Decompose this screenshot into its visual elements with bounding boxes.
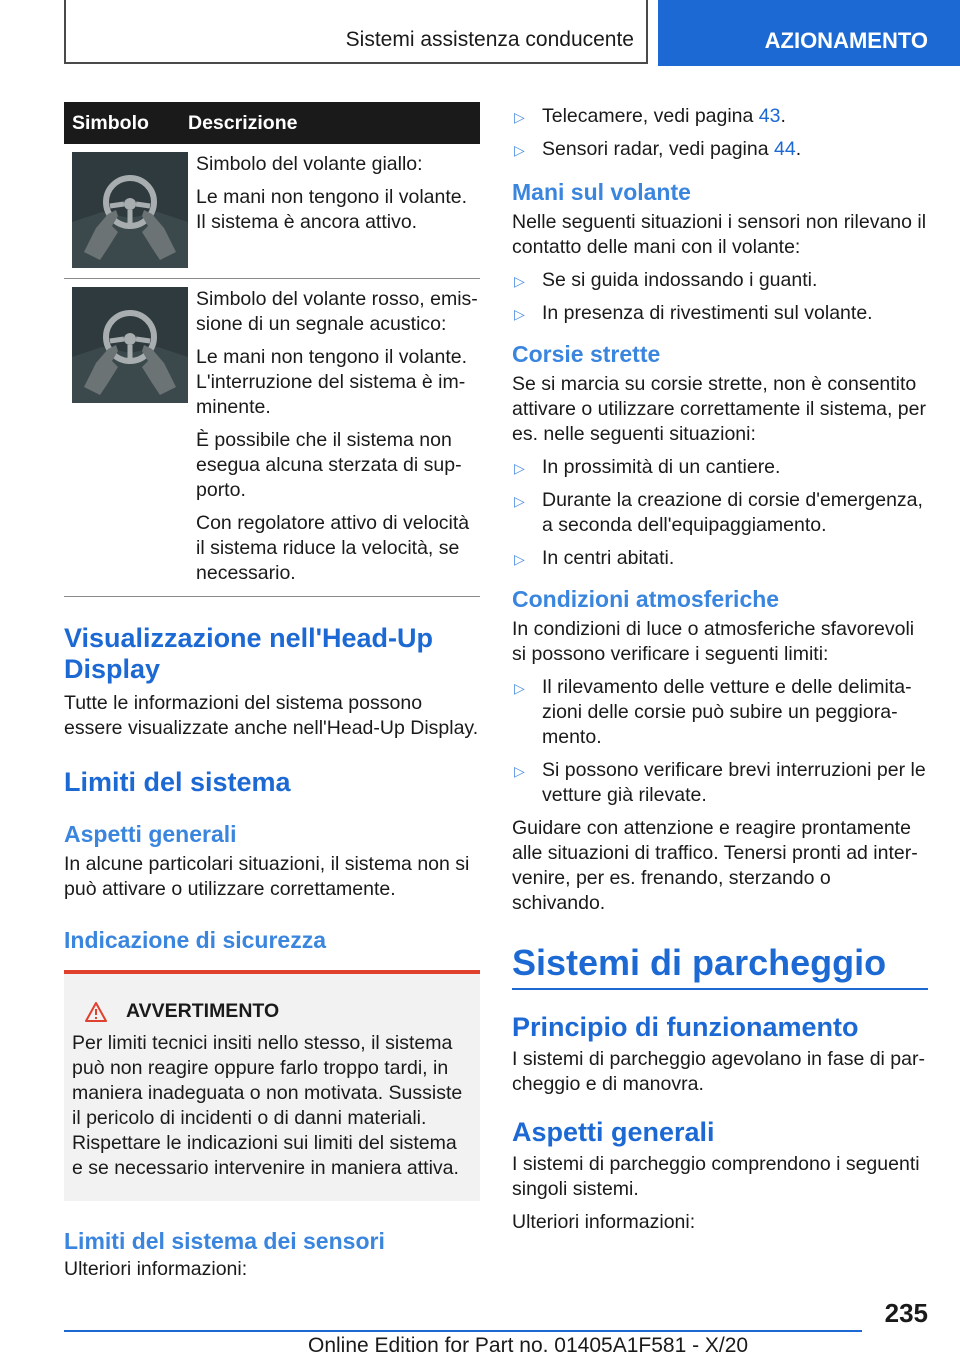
left-column [64, 102, 480, 1282]
list-item: ▷ In prossimità di un cantiere. [512, 455, 928, 480]
column-header-symbol: Simbolo [72, 111, 149, 134]
general2-heading: Aspetti generali [512, 1117, 715, 1147]
heading-rule [512, 988, 928, 990]
hud-text: Tutte le informazioni del sistema possono essere visualizzate anche nell'Head-Up Display. [64, 692, 479, 739]
header-section-box [64, 0, 648, 64]
section-title: Sistemi assistenza conducente [345, 28, 634, 51]
warning-title: AVVERTIMENTO [126, 1000, 280, 1022]
page-link-44[interactable]: 44 [773, 138, 796, 160]
bullet-icon: ▷ [514, 763, 525, 779]
safety-heading: Indicazione di sicurezza [64, 927, 327, 953]
lanes-heading: Corsie strette [512, 341, 661, 367]
list-item: ▷ Si possono verificare brevi interruzioni per le vetture già rilevate. [514, 759, 926, 806]
bullet-icon: ▷ [514, 109, 525, 125]
hands-text: Nelle seguenti situazioni i sensori non rilevano il contatto delle mani con il volante: [512, 211, 927, 258]
description-line: Le mani non tengono il volante. L'interruzione del sistema è imminente. [196, 346, 468, 418]
sensors-text: Ulteriori informazioni: [64, 1258, 248, 1280]
bullet-icon: ▷ [514, 306, 525, 322]
column-header-description: Descrizione [188, 111, 298, 134]
symbol-table-header [64, 102, 480, 144]
steering-wheel-hands-red-icon [72, 287, 188, 403]
general-text: In alcune particolari situazioni, il sistema non si può attivare o utilizzare correttamente. [64, 853, 470, 900]
sensors-heading: Limiti del sistema dei sensori [64, 1228, 385, 1254]
principle-heading: Principio di funzionamento [512, 1012, 859, 1042]
warning-text: Per limiti tecnici insiti nello stesso, il sistema può non reagire oppure farlo troppo tardi, in maniera inadeguata o non motivata. Sussiste il pericolo di incidenti o di danni materiali. Rispettare le indicazioni sui limiti del sistema e se necessario intervenire in maniera attiva. [72, 1032, 463, 1179]
warning-triangle-icon [84, 1001, 108, 1023]
warning-box [64, 970, 480, 1201]
list-item: ▷ In centri abitati. [512, 546, 928, 571]
principle-text: I sistemi di parcheggio agevolano in fase di parcheggio e di manovra. [512, 1048, 925, 1095]
page-number: 235 [884, 1298, 928, 1328]
right-column [512, 102, 928, 1235]
general-heading: Aspetti generali [64, 821, 237, 847]
list-item: ▷ Il rilevamento delle vetture e delle delimitazioni delle corsie può subire un peggioramento. [514, 676, 912, 748]
description-line: Simbolo del volante giallo: [196, 153, 423, 175]
chapter-title: AZIONAMENTO [764, 28, 928, 53]
bullet-icon: ▷ [514, 460, 525, 476]
page-link-43[interactable]: 43 [758, 105, 781, 127]
bullet-icon: ▷ [514, 142, 525, 158]
list-item: ▷ Sensori radar, vedi pagina 44. [512, 137, 928, 162]
table-row [64, 279, 480, 597]
bullet-icon: ▷ [514, 493, 525, 509]
footer-rule [64, 1330, 862, 1332]
bullet-icon: ▷ [514, 551, 525, 567]
lanes-text: Se si marcia su corsie strette, non è consentito attivare o utilizzare correttamente il sistema, per es. nelle seguenti situazioni: [512, 373, 926, 445]
list-item: ▷ In presenza di rivestimenti sul volante. [512, 301, 928, 326]
header-chapter-tab[interactable] [658, 0, 960, 66]
hands-heading: Mani sul volante [512, 179, 691, 205]
limits-heading: Limiti del sistema [64, 767, 291, 797]
bullet-icon: ▷ [514, 273, 525, 289]
edition-text: Online Edition for Part no. 01405A1F581 - X/20 [308, 1334, 749, 1357]
table-row [64, 144, 480, 279]
weather-text: In condizioni di luce o atmosferiche sfavorevoli si possono verificare i seguenti limiti: [512, 618, 915, 665]
hud-heading: Visualizzazione nell'Head-Up Display [64, 623, 434, 684]
steering-wheel-hands-yellow-icon [72, 152, 188, 268]
list-item: ▷ Durante la creazione di corsie d'emergenza, a seconda dell'equipaggiamento. [514, 489, 923, 536]
description-line: Le mani non tengono il volante. Il sistema è ancora attivo. [196, 186, 468, 233]
bullet-icon: ▷ [514, 680, 525, 696]
list-item: ▷ Se si guida indossando i guanti. [512, 268, 928, 293]
description-line: Con regolatore attivo di velocità il sistema riduce la velocità, se necessario. [196, 512, 470, 584]
description-line: È possibile che il sistema non esegua alcuna sterzata di supporto. [196, 429, 462, 501]
more-info-text: Ulteriori informazioni: [512, 1211, 696, 1233]
description-line: Simbolo del volante rosso, emissione di un segnale acustico: [196, 288, 478, 335]
general2-text: I sistemi di parcheggio comprendono i seguenti singoli sistemi. [512, 1153, 920, 1200]
weather-note: Guidare con attenzione e reagire prontamente alle situazioni di traffico. Tenersi pronti ad intervenire, per es. frenando, sterzando o schivando. [512, 817, 918, 914]
list-item: ▷ Telecamere, vedi pagina 43. [512, 104, 928, 129]
parking-heading: Sistemi di parcheggio [512, 942, 887, 983]
weather-heading: Condizioni atmosferiche [512, 586, 780, 612]
